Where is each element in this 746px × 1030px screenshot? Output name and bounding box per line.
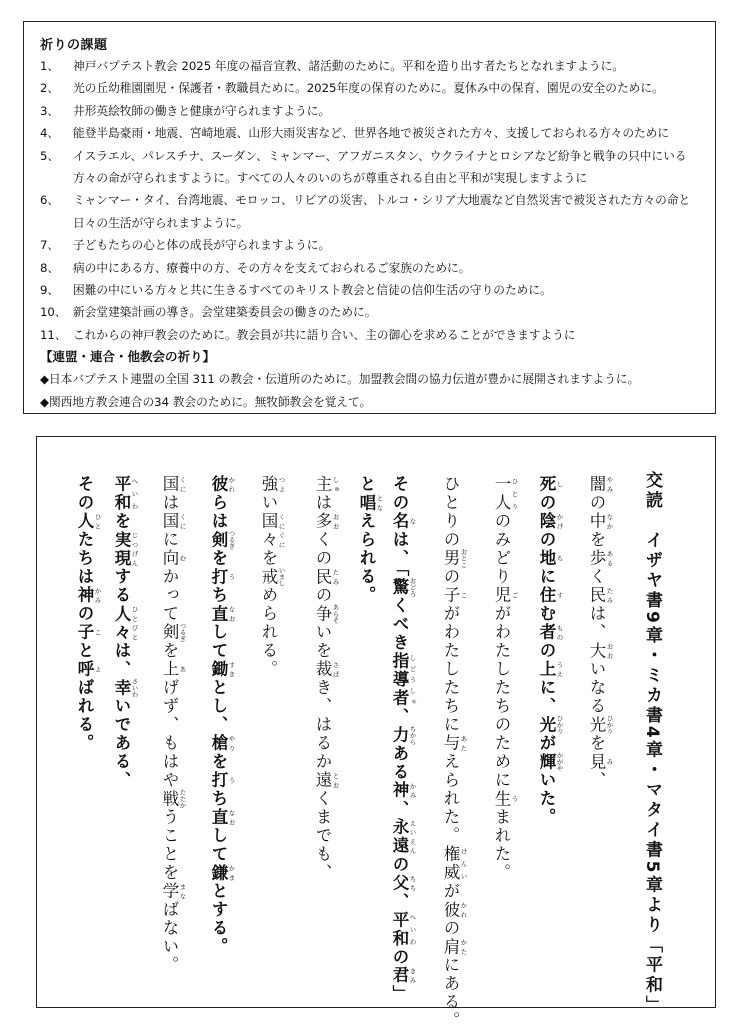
prayer-item: 9、 困難の中にいる方々と共に生きるすべてのキリスト教会と信徒の信仰生活の守りのために。 [40,283,552,298]
prayer-item: 7、 子どもたちの心と体の成長が守られますように。 [40,238,331,253]
prayer-topics-box [23,21,716,414]
reading-line: 強 つよい国々 くにぐにを戒 いましめられる。 [259,475,286,679]
reading-line: 主 しゅは多 おおくの民 たみの争 あらそいを裁 さばき、はるか遠 とおくまでも、 [313,475,340,882]
prayer-items-list [40,55,708,413]
reading-line: 死 しの陰 かげの地 ちに住 すむ者 ものの上 うえに、光 ひかりが輝 かがやいた。 [537,475,564,827]
prayer-item: 5、 イスラエル、パレスチナ、スーダン、ミャンマー、アフガニスタン、ウクライナとロシアなど紛争と戦争の只中にいる 方々の命が守られますように。すべての人々のいのちが尊重される自由と平和が実現しますように [40,148,687,186]
prayer-item: 3、 井形英絵牧師の働きと健康が守られますように。 [40,103,331,118]
reading-line: 闇 やみの中 なかを歩 あるく民 たみは、大 おおいなる光 ひかりを見 み、 [587,475,614,790]
reading-line: 国 くには国 くにに向 むかって剣 つるぎを上 あげず、もはや戦 たたかうことを学 まなばない。 [160,475,187,975]
prayer-item: 2、 光の丘幼稚園園児・保護者・教職員ために。2025年度の保育のために。夏休み中の保育、園児の安全のために。 [40,81,664,96]
prayer-item: 10、 新会堂建築計画の導き。会堂建築委員会の働きのために。 [40,305,377,320]
reading-line: その人 ひとたちは神 かみの子 こと呼 よばれる。 [75,475,102,753]
alliance-item: ◆関西地方教会連合の34 教会のために。無牧師教会を覚えて。 [40,394,372,409]
prayer-item: 6、 ミャンマー・タイ、台湾地震、モロッコ、リビアの災害、トルコ・シリア大地震など自然災害で被災された方々の命と 日々の生活が守られますように。 [40,193,691,230]
reading-line: 彼 かれらは剣 つるぎを打 うち直 なおして鋤 すきとし、槍 やりを打 うち直 なおして鎌 かまとする。 [209,475,236,956]
reading-line: と唱 となえられる。 [357,475,384,605]
reading-title: 交読 イザヤ書9章・ミカ書4章・マタイ書5章より「平和」 [642,471,662,1016]
prayer-item: 11、 これからの神戸教会のために。教会員が共に語り合い、主の御心を求めることができますように [40,327,576,342]
reading-line: 平和 へいわを実現 じつげんする人々 ひとびとは、幸 さいわいである、 [112,475,139,790]
reading-line: 一人 ひとりのみどり児 ごがわたしたちのために生 うまれた。 [492,475,519,882]
prayer-item: 1、 神戸バプテスト教会 2025 年度の福音宣教、諸活動のために。平和を造り出す者たちとなれますように。 [40,59,624,73]
reading-line: その名 なは、「驚 おどろくべき指導者 しどうしゃ、力 ちからある神 かみ、永遠 えいえんの父 ちち、平和 へいわの君 きみ」 [390,475,417,1004]
alliance-title: 【連盟・連合・他教会の祈り】 [40,349,216,365]
responsive-reading-box [36,436,716,1030]
prayer-topics-title: 祈りの課題 [40,38,108,53]
reading-line: ひとりの男 おとこの子 こがわたしたちに与 あたえられた。権威 けんいが彼 かれの肩 かたにある。 [441,475,468,1030]
prayer-item: 8、 病の中にある方、療養中の方、その方々を支えておられるご家族のために。 [40,260,471,275]
prayer-item: 4、 能登半島豪雨・地震、宮崎地震、山形大雨災害など、世界各地で被災された方々、支援しておられる方々のために [40,126,670,141]
alliance-item: ◆日本バプテスト連盟の全国 311 の教会・伝道所のために。加盟教会間の協力伝道が豊かに展開されますように。 [40,372,640,387]
